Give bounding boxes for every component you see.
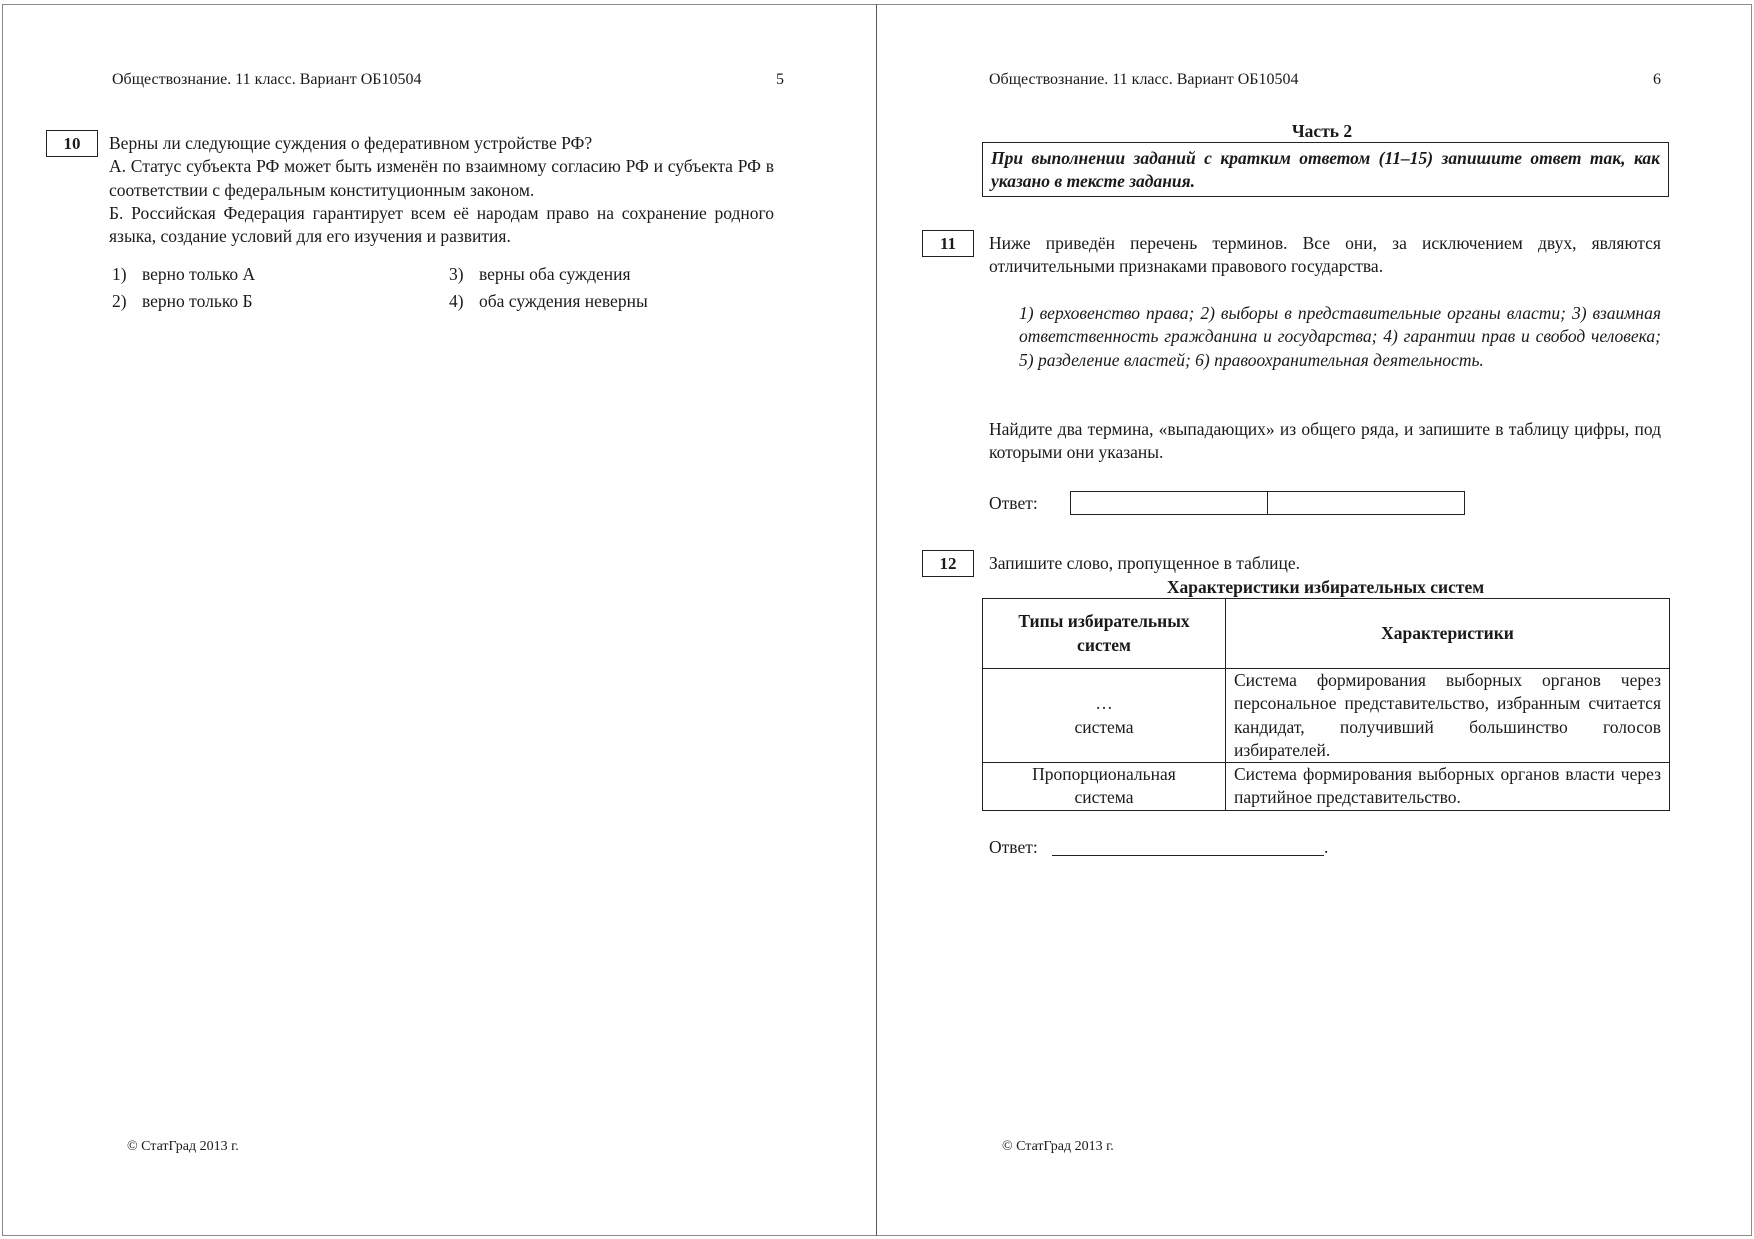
instructions-box: При выполнении заданий с кратким ответом (11–15) запишите ответ так, как указано в тексте задания. [982,142,1669,197]
task10-option-1[interactable] [112,263,255,286]
page-footer: © СтатГрад 2013 г. [1002,1139,1114,1154]
table-header-row [983,599,1670,669]
page-number: 6 [1653,71,1661,88]
task-number-10: 10 [46,130,98,157]
task10-option-4[interactable] [449,290,648,313]
answer-cell-1[interactable] [1070,491,1268,515]
task12-intro: Запишите слово, пропущенное в таблице. [989,553,1300,573]
left-page [0,0,876,1239]
task10-statement-b: Б. Российская Федерация гарантирует всем её народам право на сохранение родного языка, создание условий для его изучения и развития. [109,202,774,247]
option-text: оба суждения неверны [479,291,648,311]
answer-period: . [1324,837,1329,857]
option-number: 1) [112,264,127,284]
electoral-systems-table [982,598,1670,811]
answer-label: Ответ: [989,837,1038,857]
option-number: 2) [112,291,127,311]
option-number: 4) [449,291,464,311]
type-cell [983,763,1226,811]
col-header-characteristics: Характеристики [1226,599,1670,669]
task10-option-3[interactable] [449,263,631,286]
task10-option-2[interactable] [112,290,253,313]
answer-cell-2[interactable] [1267,491,1465,515]
option-number: 3) [449,264,464,284]
col-header-types: Типы избирательных систем [983,599,1226,669]
description-cell: Система формирования выборных органов власти через партийное представительство. [1226,763,1670,811]
option-text: верно только Б [142,291,253,311]
type-word: система [1074,787,1134,808]
task10-statement-a: А. Статус субъекта РФ может быть изменён по взаимному согласию РФ и субъекта РФ в соответствии с федеральным конституционным законом. [109,156,774,200]
type-cell [983,669,1226,763]
task11-intro: Ниже приведён перечень терминов. Все они, за исключением двух, являются отличительными признаками правового государства. [989,233,1661,277]
task11-terms-list: 1) верховенство права; 2) выборы в представительные органы власти; 3) взаимная ответственность гражданина и государства; 4) гарантии прав и свобод человека; 5) разделение властей; 6) правоохранительная деятельность. [1019,303,1661,370]
part-title: Часть 2 [1291,121,1353,141]
answer-underline[interactable] [1052,855,1324,856]
right-page [877,0,1753,1239]
page-header: Обществознание. 11 класс. Вариант ОБ10504 [112,71,422,88]
page-footer: © СтатГрад 2013 г. [127,1139,239,1154]
type-word: Пропорциональная [1032,764,1176,785]
task-number-11: 11 [922,230,974,257]
page-number: 5 [776,71,784,88]
task11-instruction: Найдите два термина, «выпадающих» из общего ряда, и запишите в таблицу цифры, под которыми они указаны. [989,419,1661,463]
task-number-12: 12 [922,550,974,577]
type-word: система [1074,716,1134,737]
option-text: верно только А [142,264,256,284]
table-row [983,669,1670,763]
table-caption: Характеристики избирательных систем [1166,577,1485,597]
page-header: Обществознание. 11 класс. Вариант ОБ10504 [989,71,1299,88]
description-cell: Система формирования выборных органов через персональное представительство, избранным считается кандидат, получивший большинство голосов избирателей. [1226,669,1670,763]
task10-question: Верны ли следующие суждения о федеративном устройстве РФ? [109,133,593,153]
table-row [983,763,1670,811]
missing-word-placeholder: … [1095,693,1113,714]
option-text: верны оба суждения [479,264,631,284]
answer-label: Ответ: [989,493,1038,513]
